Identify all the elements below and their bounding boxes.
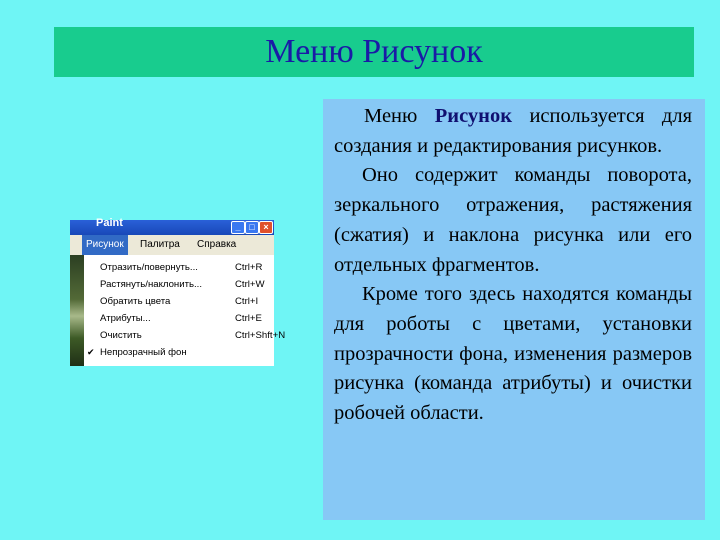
menu-item: Растянуть/наклонить... Ctrl+W <box>100 279 265 290</box>
close-icon: × <box>259 221 273 234</box>
menu-item: Обратить цвета Ctrl+I <box>100 296 259 307</box>
menu-item: ✔ Непрозрачный фон <box>84 344 274 361</box>
canvas-image-fragment <box>70 255 84 366</box>
highlighted-term: Рисунок <box>434 105 513 127</box>
menu-item: Атрибуты... Ctrl+E <box>100 313 262 324</box>
slide-title: Меню Рисунок <box>54 27 694 77</box>
paragraph-3: Кроме того здесь находятся команды для роботы с цветами, установки прозрачности фона, изменения размеров рисунка (команда атрибуты) и очистки робочей области. <box>334 283 692 425</box>
description-panel <box>323 99 705 520</box>
menu-item: Очистить Ctrl+Shft+N <box>100 330 286 341</box>
paragraph-1: Меню Рисунок используется для создания и редактирования рисунков. <box>334 105 693 157</box>
maximize-icon: □ <box>245 221 259 234</box>
paragraph-2: Оно содержит команды поворота, зеркального отражения, растяжения (сжатия) и наклона рисунка или его отдельных фрагментов. <box>334 164 692 276</box>
menu-item: Отразить/повернуть... Ctrl+R <box>100 262 263 273</box>
menu-palette: Палитра <box>140 239 180 250</box>
minimize-icon: _ <box>231 221 245 234</box>
picture-dropdown-menu <box>84 255 286 366</box>
window-title-bar <box>70 217 274 235</box>
menu-picture: Рисунок <box>82 235 128 255</box>
window-title: Paint <box>96 217 123 229</box>
menu-bar <box>70 235 274 255</box>
menu-help: Справка <box>197 239 237 250</box>
checkmark-icon: ✔ <box>87 347 95 357</box>
paint-menu-screenshot <box>70 217 286 366</box>
